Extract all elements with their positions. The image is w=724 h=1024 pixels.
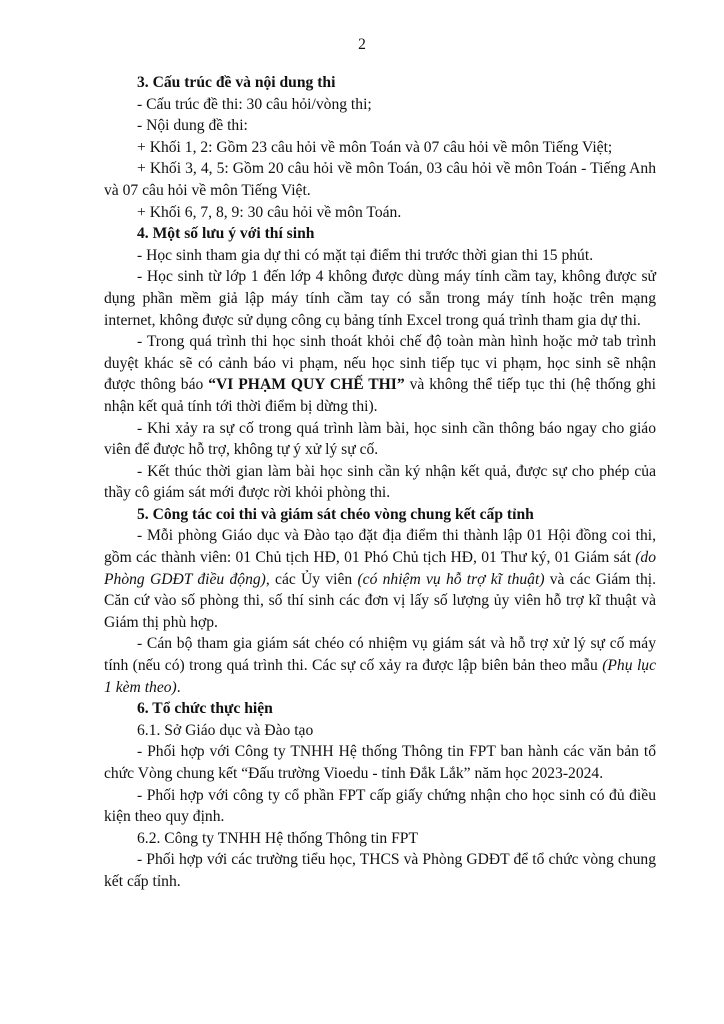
paragraph: - Khi xảy ra sự cố trong quá trình làm bài, học sinh cần thông báo ngay cho giáo viên để được hỗ trợ, không tự ý xử lý sự cố. [104,419,656,459]
paragraph: - Phối hợp với Công ty TNHH Hệ thống Thông tin FPT ban hành các văn bản tổ chức Vòng chung kết “Đấu trường Vioedu - tỉnh Đắk Lắk” năm học 2023-2024. [104,743,656,782]
paragraph: - Học sinh tham gia dự thi có mặt tại điểm thi trước thời gian thi 15 phút. [137,246,594,264]
violation-notice: “VI PHẠM QUY CHẾ THI” [208,376,405,394]
section-4-heading: 4. Một số lưu ý với thí sinh [137,225,315,243]
paragraph: + Khối 1, 2: Gồm 23 câu hỏi về môn Toán và 07 câu hỏi về môn Tiếng Việt; [137,138,613,156]
subsection-heading: 6.1. Sở Giáo dục và Đào tạo [137,721,314,739]
text-run: và các Giám thị. Căn cứ vào số phòng thi, số thí sinh các đơn vị lấy số lượng ủy viên hỗ trợ kĩ thuật và Giám thị phù hợp. [104,570,657,631]
italic-note: (Phụ lục 1 kèm theo) [104,657,656,696]
paragraph: - Phối hợp với công ty cổ phần FPT cấp giấy chứng nhận cho học sinh có đủ điều kiện theo quy định. [104,786,656,826]
paragraph [104,331,656,417]
paragraph: - Học sinh từ lớp 1 đến lớp 4 không được dùng máy tính cầm tay, không được sử dụng phần mềm giả lập máy tính cầm tay có sẵn trong máy tính hoặc trên mạng internet, không được sử dụng công cụ bảng tính Excel trong quá trình tham gia dự thi. [104,268,656,329]
italic-note: (có nhiệm vụ hỗ trợ kĩ thuật) [357,570,545,588]
paragraph [104,633,656,698]
text-run: - Cán bộ tham gia giám sát chéo có nhiệm vụ giám sát và hỗ trợ xử lý sự cố máy tính (nếu có) trong quá trình thi. Các sự cố xảy ra được lập biên bản theo mẫu [104,635,656,675]
document-body [104,72,656,893]
page-number: 2 [358,36,366,53]
paragraph: - Cấu trúc đề thi: 30 câu hỏi/vòng thi; [137,95,372,113]
paragraph [104,525,656,633]
paragraph: - Kết thúc thời gian làm bài học sinh cần ký nhận kết quả, được sự cho phép của thầy cô giám sát mới được rời khỏi phòng thi. [104,462,656,502]
text-run: - Mỗi phòng Giáo dục và Đào tạo đặt địa điểm thi thành lập 01 Hội đồng coi thi, gồm các thành viên: 01 Chủ tịch HĐ, 01 Phó Chủ tịch HĐ, 01 Thư ký, 01 Giám sát [104,527,656,567]
text-run: . [176,678,181,696]
section-5-heading: 5. Công tác coi thi và giám sát chéo vòng chung kết cấp tỉnh [137,505,534,523]
section-6-heading: 6. Tổ chức thực hiện [137,700,273,718]
paragraph: + Khối 6, 7, 8, 9: 30 câu hỏi về môn Toán. [137,203,402,221]
text-run: , các Ủy viên [265,570,358,588]
subsection-heading: 6.2. Công ty TNHH Hệ thống Thông tin FPT [137,829,418,847]
paragraph: + Khối 3, 4, 5: Gồm 20 câu hỏi về môn Toán, 03 câu hỏi về môn Toán - Tiếng Anh và 07 câu hỏi về môn Tiếng Việt. [104,160,656,199]
paragraph: - Phối hợp với các trường tiểu học, THCS và Phòng GDĐT để tổ chức vòng chung kết cấp tỉnh. [104,851,656,890]
text-run: và không thể tiếp tục thi (hệ thống ghi nhận kết quả tính tới thời điểm bị dừng thi). [104,376,656,415]
italic-note: (do Phòng GDĐT điều động) [104,549,656,588]
text-run: - Trong quá trình thi học sinh thoát khỏi chế độ toàn màn hình hoặc mở tab trình duyệt khác sẽ có cảnh báo vi phạm, nếu học sinh tiếp tục vi phạm, học sinh sẽ nhận được thông báo [104,333,656,394]
paragraph: - Nội dung đề thi: [137,117,248,135]
section-3-heading: 3. Cấu trúc đề và nội dung thi [137,74,336,91]
